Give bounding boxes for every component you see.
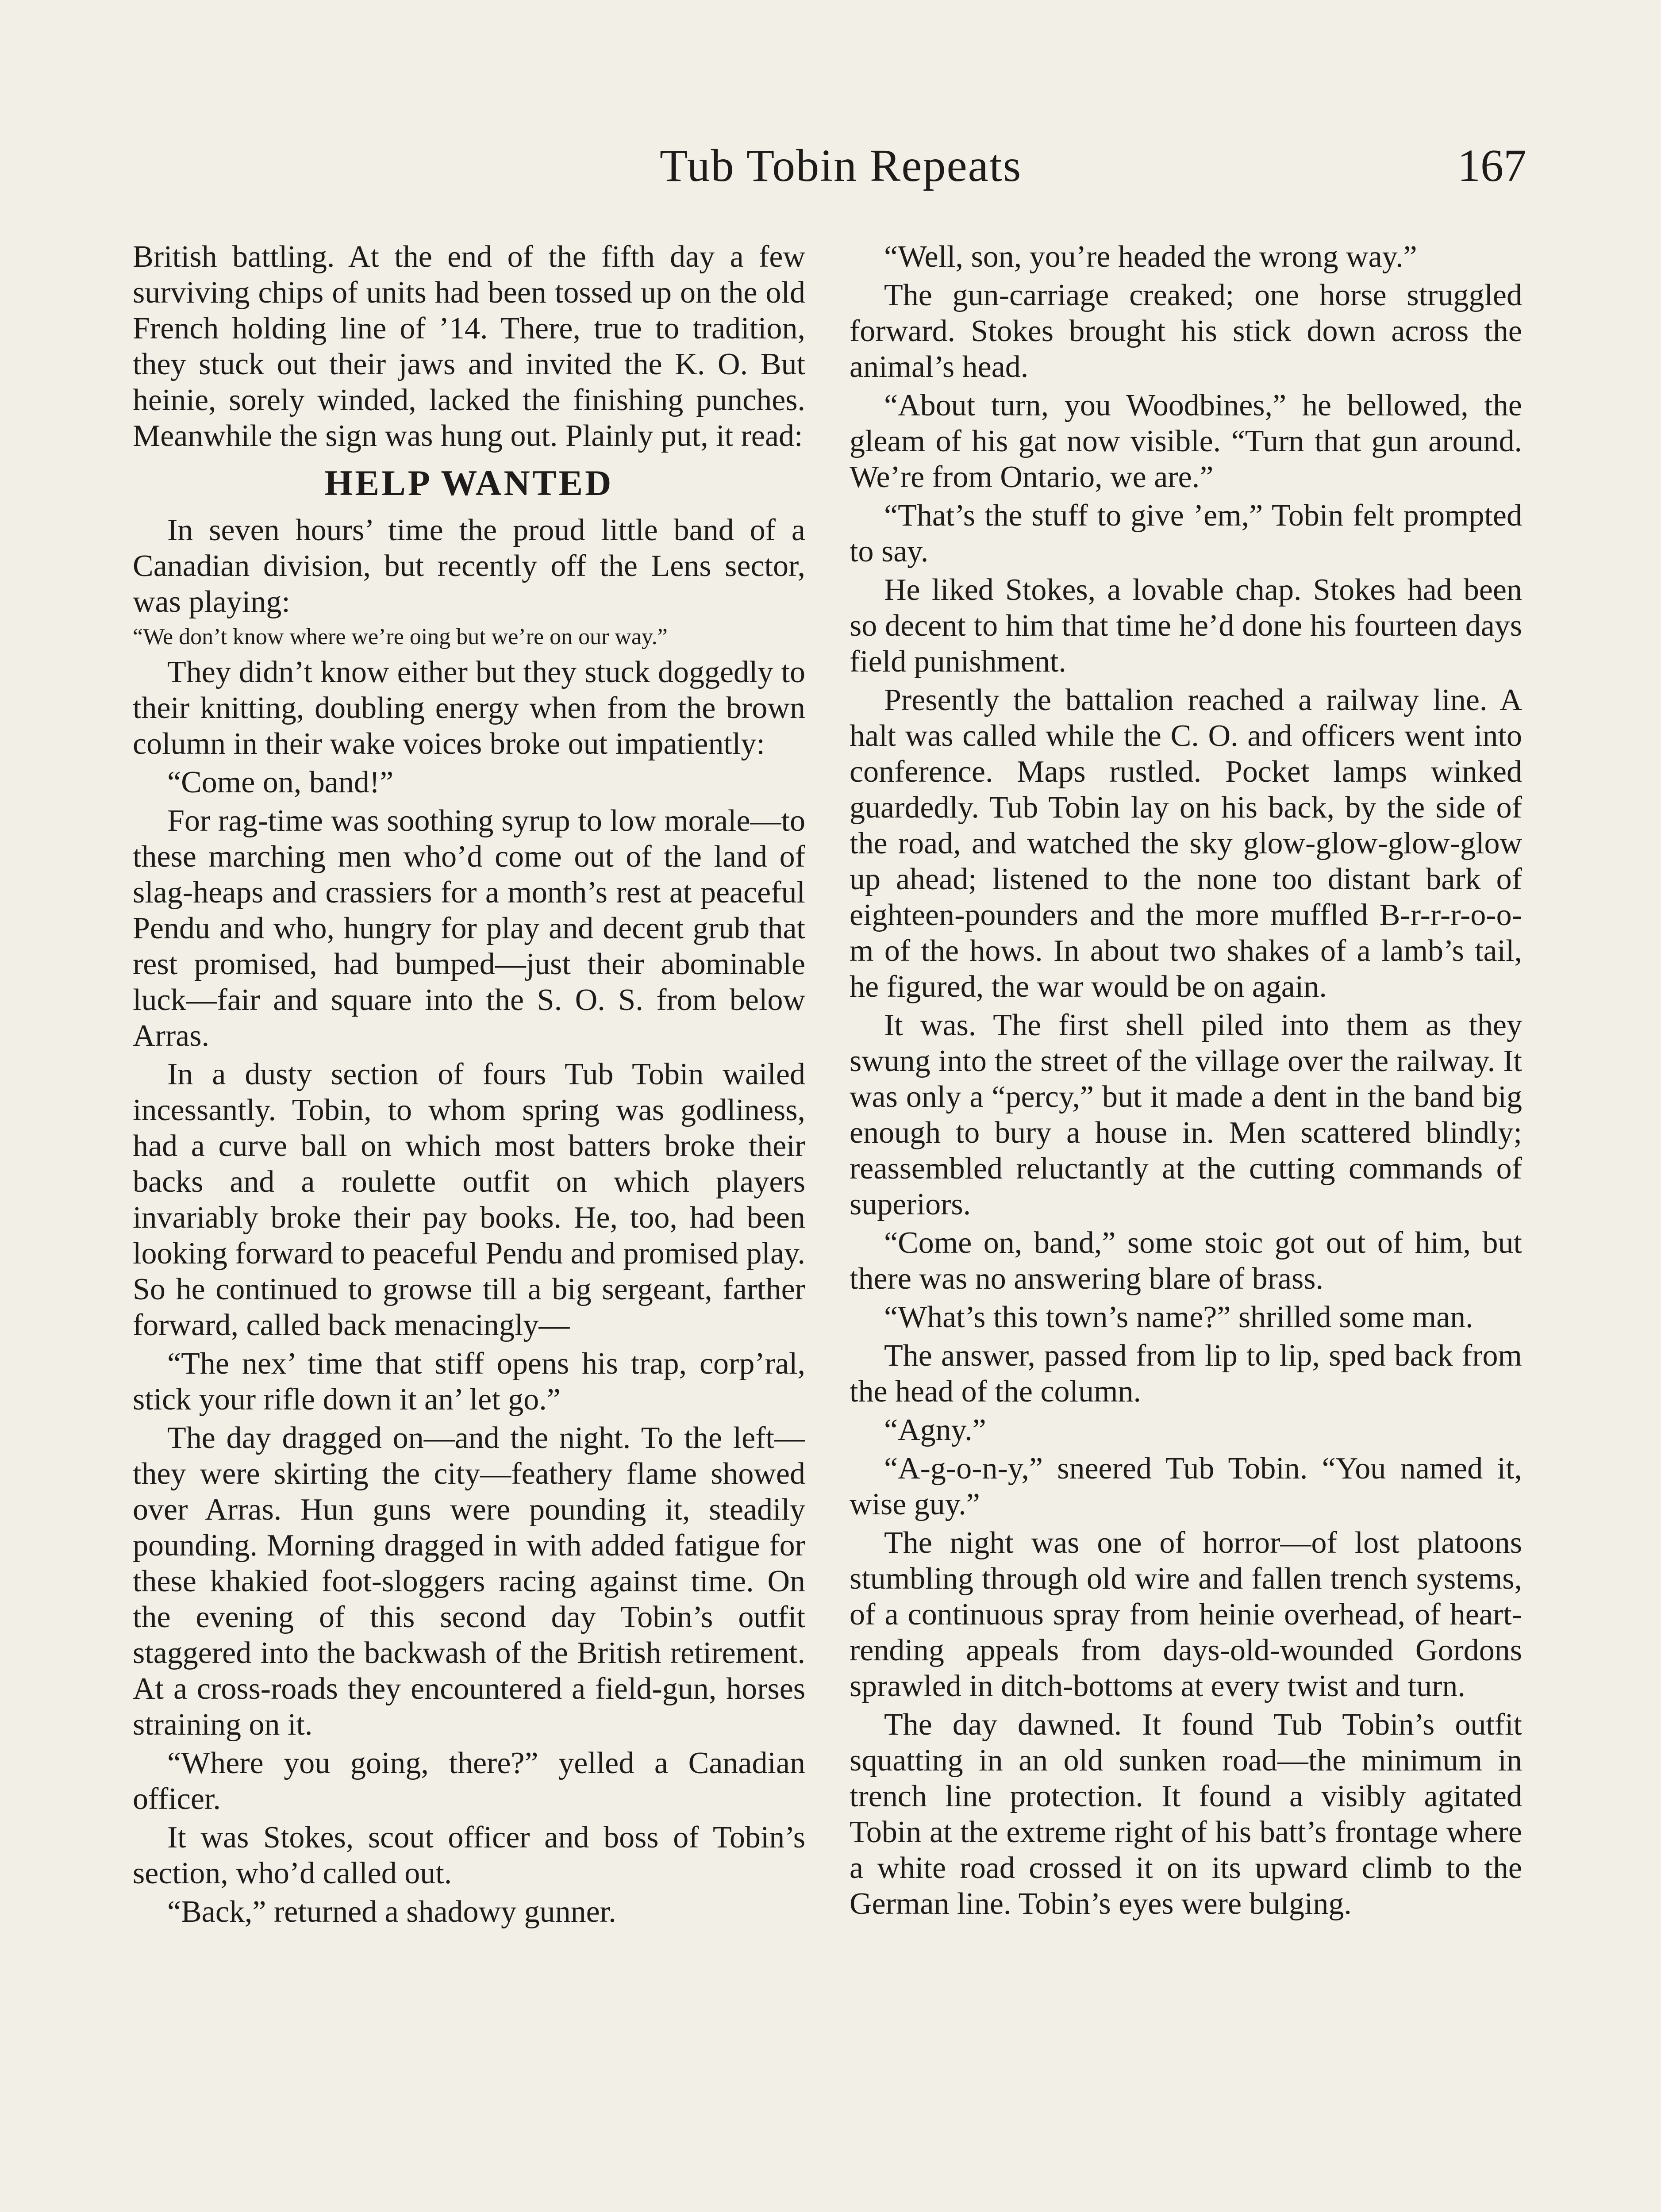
paragraph: In a dusty section of fours Tub Tobin wailed incessantly. Tobin, to whom spring was godliness, had a curve ball on which most batters broke their backs and a roulette outfit on which players invariably broke their pay books. He, too, had been looking forward to peaceful Pendu and promised play. So he continued to growse till a big sergeant, farther forward, called back menacingly— xyxy=(133,1057,805,1342)
paragraph: British battling. At the end of the fifth day a few surviving chips of units had been tossed up on the old French holding line of ’14. There, true to tradition, they stuck out their jaws and invited the K. O. But heinie, sorely winded, lacked the finishing punches. Meanwhile the sign was hung out. Plainly put, it read: xyxy=(133,240,805,453)
paragraph: “The nex’ time that stiff opens his trap, corp’ral, stick your rifle down it an’ let go.” xyxy=(133,1347,805,1417)
paragraph: “What’s this town’s name?” shrilled some man. xyxy=(884,1300,1473,1334)
paragraph: “Come on, band,” some stoic got out of him, but there was no answering blare of brass. xyxy=(850,1226,1522,1296)
running-title: Tub Tobin Repeats xyxy=(659,140,1022,191)
page-header xyxy=(0,133,1661,199)
paragraph: The answer, passed from lip to lip, sped back from the head of the column. xyxy=(850,1339,1522,1409)
right-text-column xyxy=(850,239,1522,2212)
paragraph: The night was one of horror—of lost platoons stumbling through old wire and fallen trench systems, of a continuous spray from heinie overhead, of heart-rending appeals from days-old-wounded Gordons sprawled in ditch-bottoms at every twist and turn. xyxy=(850,1526,1522,1703)
paragraph: The gun-carriage creaked; one horse struggled forward. Stokes brought his stick down across the animal’s head. xyxy=(850,278,1522,384)
paragraph: It was. The first shell piled into them as they swung into the street of the village over the railway. It was only a “percy,” but it made a dent in the band big enough to bury a house in. Men scattered blindly; reassembled reluctantly at the cutting commands of superiors. xyxy=(850,1008,1522,1221)
song-quote: “We don’t know where we’re oing but we’re on our way.” xyxy=(133,624,668,649)
page-number: 167 xyxy=(1457,140,1526,191)
paragraph: The day dragged on—and the night. To the left—they were skirting the city—feathery flame showed over Arras. Hun guns were pounding it, steadily pounding. Morning dragged in with added fatigue for these khakied foot-sloggers racing against time. On the evening of this second day Tobin’s outfit staggered into the backwash of the British retirement. At a cross-roads they encountered a field-gun, horses straining on it. xyxy=(133,1421,805,1742)
paragraph: “Agny.” xyxy=(884,1413,986,1447)
left-text-column xyxy=(133,239,805,2212)
paragraph: “Come on, band!” xyxy=(167,765,394,799)
paragraph: Presently the battalion reached a railway line. A halt was called while the C. O. and officers went into conference. Maps rustled. Pocket lamps winked guardedly. Tub Tobin lay on his back, by the side of the road, and watched the sky glow-glow-glow-glow up ahead; listened to the none too distant bark of eighteen-pounders and the more muffled B-r-r-r-o-o-m of the hows. In about two shakes of a lamb’s tail, he figured, the war would be on again. xyxy=(850,683,1522,1004)
paragraph: “Back,” returned a shadowy gunner. xyxy=(167,1895,616,1929)
paragraph: “That’s the stuff to give ’em,” Tobin felt prompted to say. xyxy=(850,499,1522,568)
paragraph: “A-g-o-n-y,” sneered Tub Tobin. “You named it, wise guy.” xyxy=(850,1452,1522,1521)
paragraph: The day dawned. It found Tub Tobin’s outfit squatting in an old sunken road—the minimum in trench line protection. It found a visibly agitated Tobin at the extreme right of his batt’s frontage where a white road crossed it on its upward climb to the German line. Tobin’s eyes were bulging. xyxy=(850,1708,1522,1921)
paragraph: It was Stokes, scout officer and boss of Tobin’s section, who’d called out. xyxy=(133,1820,805,1890)
section-heading: HELP WANTED xyxy=(324,463,614,503)
paragraph: For rag-time was soothing syrup to low morale—to these marching men who’d come out of the land of slag-heaps and crassiers for a month’s rest at peaceful Pendu and who, hungry for play and decent grub that rest promised, had bumped—just their abominable luck—fair and square into the S. O. S. from below Arras. xyxy=(133,804,805,1053)
paragraph: “About turn, you Woodbines,” he bellowed, the gleam of his gat now visible. “Turn that gun around. We’re from Ontario, we are.” xyxy=(850,388,1522,494)
paragraph: “Well, son, you’re headed the wrong way.” xyxy=(884,240,1417,274)
paragraph: They didn’t know either but they stuck doggedly to their knitting, doubling energy when from the brown column in their wake voices broke out impatiently: xyxy=(133,655,805,761)
paragraph: He liked Stokes, a lovable chap. Stokes had been so decent to him that time he’d done his fourteen days field punishment. xyxy=(850,573,1522,679)
paragraph: “Where you going, there?” yelled a Canadian officer. xyxy=(133,1746,805,1816)
paragraph: In seven hours’ time the proud little band of a Canadian division, but recently off the Lens sector, was playing: xyxy=(133,513,805,619)
